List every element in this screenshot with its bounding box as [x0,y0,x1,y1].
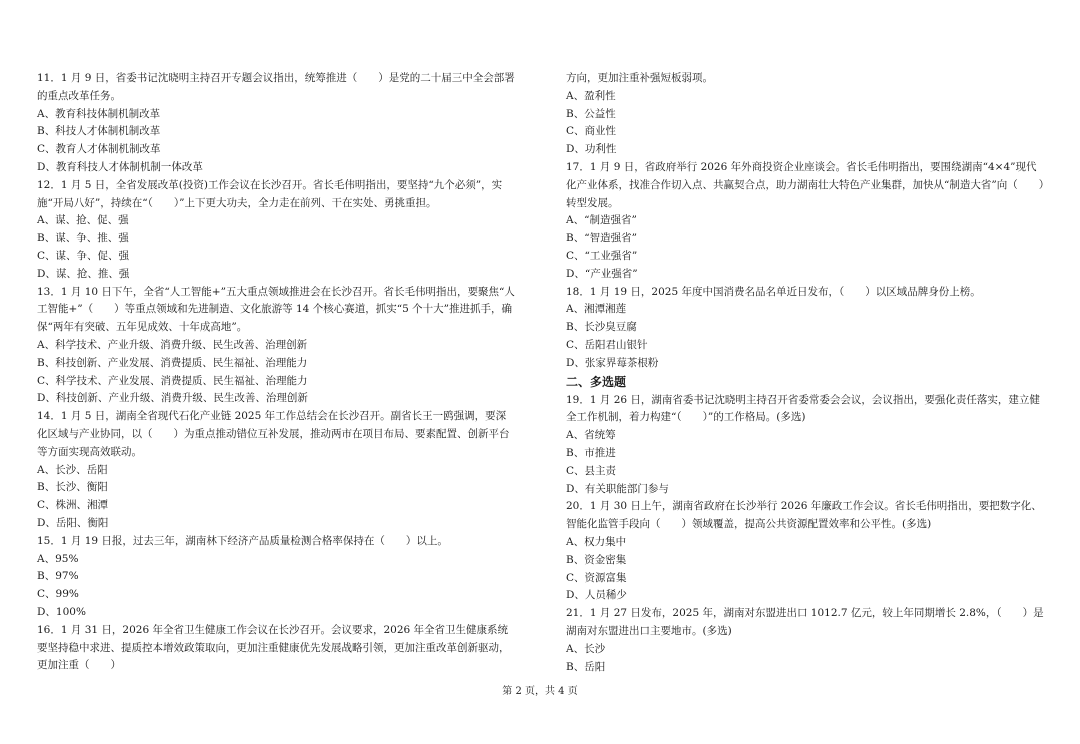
q19-option-b: B、市推进 [566,446,616,459]
section-title-multiple-choice: 二、多选题 [566,374,627,389]
q20-option-d: D、人员稀少 [566,589,627,602]
q18-option-b: B、长沙臭豆腐 [566,321,637,334]
right-column [566,70,1044,676]
q17-option-a: A、“制造强省” [566,214,637,227]
question-18: 18．1 月 19 日，2025 年度中国消费名品名单近日发布，（ ）以区域品牌身份上榜。 [566,285,981,298]
q17-option-c: C、“工业强省” [566,249,638,262]
q15-option-a: A、95% [37,552,79,565]
question-16-continued: 方向，更加注重补强短板弱项。 [566,72,713,84]
q13-option-c: C、科学技术、产业发展、消费提质、民生福祉、治理能力 [37,374,308,387]
question-20: 20．1 月 30 日上午，湖南省政府在长沙举行 2026 年廉政工作会议。省长毛伟明指出，要把数字化、智能化监管手段向（ ）领域覆盖，提高公共资源配置效率和公平性。(多选) [566,500,1042,531]
q13-option-d: D、科技创新、产业升级、消费升级、民生改善、治理创新 [37,392,308,405]
q15-option-c: C、99% [37,588,79,601]
q18-option-d: D、张家界莓茶根粉 [566,356,659,369]
q19-option-c: C、县主责 [566,464,617,477]
q14-option-b: B、长沙、衡阳 [37,481,108,494]
question-21: 21．1 月 27 日发布，2025 年，湖南对东盟进出口 1012.7 亿元，较上年同期增长 2.8%，（ ）是湖南对东盟进出口主要地市。(多选) [566,607,1044,637]
q21-option-b: B、岳阳 [566,660,606,673]
question-12: 12．1 月 5 日，全省发展改革(投资)工作会议在长沙召开。省长毛伟明指出，要坚持“九个必须”，实施“开局八好”，持续在“（ ）”上下更大功夫，全力走在前列、干在实处、勇挑重担。 [37,178,503,209]
question-11: 11．1 月 9 日，省委书记沈晓明主持召开专题会议指出，统筹推进（ ）是党的二十届三中全会部署的重点改革任务。 [37,72,515,102]
q16-option-d: D、功利性 [566,143,617,156]
q12-option-d: D、谋、抢、推、强 [37,267,130,280]
q14-option-c: C、株洲、湘潭 [37,499,109,512]
question-14: 14．1 月 5 日，湖南全省现代石化产业链 2025 年工作总结会在长沙召开。副省长王一鸥强调，要深化区域与产业协同，以（ ）为重点推动错位互补发展，推动两市在项目布局、要素配置、创新平台等方面实现高效联动。 [37,410,510,458]
q13-option-b: B、科技创新、产业发展、消费提质、民生福祉、治理能力 [37,356,308,369]
q20-option-a: A、权力集中 [566,535,627,548]
q12-option-b: B、谋、争、推、强 [37,232,129,245]
q12-option-c: C、谋、争、促、强 [37,249,130,262]
q14-option-a: A、长沙、岳阳 [37,463,108,476]
q11-option-d: D、教育科技人才体制机制一体改革 [37,160,203,173]
q18-option-a: A、湘潭湘莲 [566,303,627,316]
q12-option-a: A、谋、抢、促、强 [37,214,129,227]
q16-option-c: C、商业性 [566,125,617,138]
q17-option-b: B、“智造强省” [566,232,637,245]
page-number-text: 第 2 页，共 4 页 [502,686,578,697]
q11-option-a: A、教育科技体制机制改革 [37,107,161,120]
left-column [37,70,515,675]
question-17: 17．1 月 9 日，省政府举行 2026 年外商投资企业座谈会。省长毛伟明指出，要围绕湖南“4×4”现代化产业体系，找准合作切入点、共赢契合点，助力湖南壮大特色产业集群，加快从“制造大省”向（ ）转型发展。 [566,160,1044,209]
q20-option-b: B、资金密集 [566,553,627,566]
q18-option-c: C、岳阳君山银针 [566,338,648,351]
page-footer [0,682,1080,697]
q21-option-a: A、长沙 [566,642,606,655]
q19-option-a: A、省统筹 [566,429,616,442]
q14-option-d: D、岳阳、衡阳 [37,516,109,529]
question-19: 19．1 月 26 日，湖南省委书记沈晓明主持召开省委常委会会议，会议指出，要强化责任落实，建立健全工作机制，着力构建“（ ）”的工作格局。(多选) [566,393,1040,424]
q20-option-c: C、资源富集 [566,571,627,584]
q13-option-a: A、科学技术、产业升级、消费升级、民生改善、治理创新 [37,338,308,351]
q11-option-c: C、教育人才体制机制改革 [37,143,161,156]
q11-option-b: B、科技人才体制机制改革 [37,125,161,138]
q15-option-b: B、97% [37,570,79,583]
q16-option-b: B、公益性 [566,107,616,120]
q15-option-d: D、100% [37,605,86,618]
question-16: 16．1 月 31 日，2026 年全省卫生健康工作会议在长沙召开。会议要求，2026 年全省卫生健康系统要坚持稳中求进、提质控本增效政策取向，更加注重健康优先发展战略引领，更加注重改革创新驱动，更加注重（ ） [37,623,510,672]
q17-option-d: D、“产业强省” [566,267,638,280]
question-15: 15．1 月 19 日报，过去三年，湖南林下经济产品质量检测合格率保持在（ ）以上。 [37,534,448,547]
q19-option-d: D、有关职能部门参与 [566,482,669,495]
q16-option-a: A、盈利性 [566,89,616,102]
question-13: 13．1 月 10 日下午，全省“人工智能+”五大重点领域推进会在长沙召开。省长毛伟明指出，要聚焦“人工智能+”（ ）等重点领域和先进制造、文化旅游等 14 个核心赛道，抓实“5 个十大”推进抓手，确保“两年有突破、五年见成效、十年成高地”。 [37,285,515,334]
